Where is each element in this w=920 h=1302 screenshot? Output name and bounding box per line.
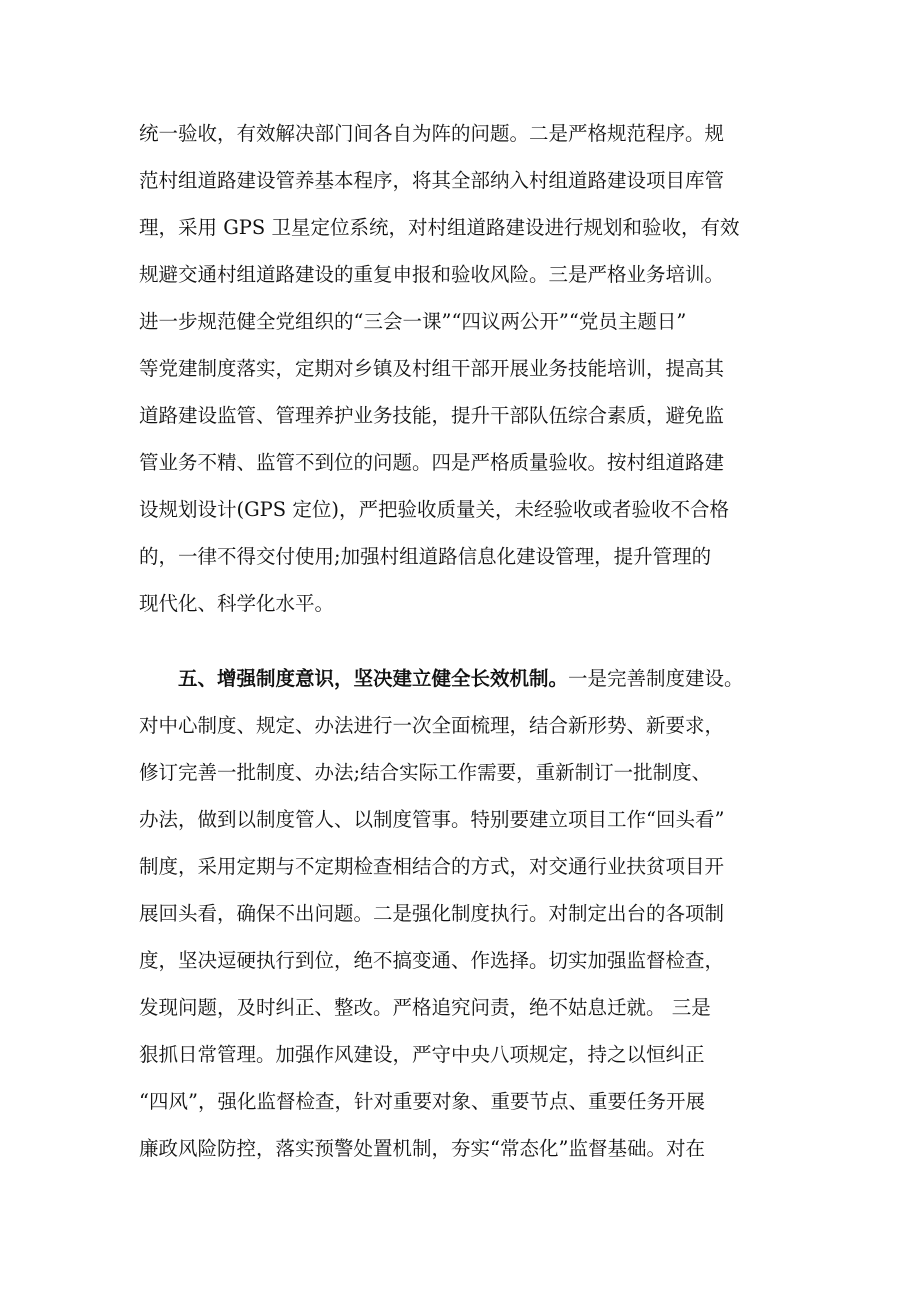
paragraph-line: 制度，采用定期与不定期检查相结合的方式，对交通行业扶贫项目开 bbox=[139, 855, 725, 878]
paragraph-line: 等党建制度落实，定期对乡镇及村组干部开展业务技能培训，提高其 bbox=[139, 357, 725, 380]
paragraph-line: 范村组道路建设管养基本程序，将其全部纳入村组道路建设项目库管 bbox=[139, 169, 725, 192]
paragraph-line: 统一验收，有效解决部门间各自为阵的问题。二是严格规范程序。规 bbox=[139, 122, 725, 145]
paragraph-line: 修订完善一批制度、办法;结合实际工作需要，重新制订一批制度、 bbox=[139, 761, 712, 784]
paragraph-first-line bbox=[139, 655, 785, 702]
first-line-text: 一是完善制度建设。 bbox=[568, 667, 744, 690]
paragraph-line: 对中心制度、规定、办法进行一次全面梳理，结合新形势、新要求， bbox=[139, 714, 725, 737]
paragraph-line: 设规划设计(GPS 定位)，严把验收质量关，未经验收或者验收不合格 bbox=[139, 498, 729, 521]
paragraph-line: 现代化、科学化水平。 bbox=[139, 592, 335, 615]
paragraph-line: 发现问题，及时纠正、整改。严格追究问责，绝不姑息迁就。 三是 bbox=[139, 996, 711, 1019]
paragraph-line: “四风”，强化监督检查，针对重要对象、重要节点、重要任务开展 bbox=[139, 1090, 705, 1113]
paragraph-line: 规避交通村组道路建设的重复申报和验收风险。三是严格业务培训。 bbox=[139, 263, 725, 286]
paragraph-line: 办法，做到以制度管人、以制度管事。特别要建立项目工作“回头看” bbox=[139, 808, 725, 831]
paragraph-line: 管业务不精、监管不到位的问题。四是严格质量验收。按村组道路建 bbox=[139, 451, 725, 474]
paragraph-line: 理，采用 GPS 卫星定位系统，对村组道路建设进行规划和验收，有效 bbox=[139, 216, 740, 239]
paragraph-line: 道路建设监管、管理养护业务技能，提升干部队伍综合素质，避免监 bbox=[139, 404, 725, 427]
paragraph-line: 展回头看，确保不出问题。二是强化制度执行。对制定出台的各项制 bbox=[139, 902, 725, 925]
paragraph-line: 进一步规范健全党组织的“三会一课”“四议两公开”“党员主题日” bbox=[139, 310, 687, 333]
paragraph-line: 狠抓日常管理。加强作风建设，严守中央八项规定，持之以恒纠正 bbox=[139, 1043, 705, 1066]
paragraph-2 bbox=[139, 655, 785, 1172]
paragraph-line: 廉政风险防控，落实预警处置机制，夯实“常态化”监督基础。对在 bbox=[139, 1137, 705, 1160]
paragraph-1 bbox=[139, 110, 785, 627]
paragraph-line: 度，坚决逗硬执行到位，绝不搞变通、作选择。切实加强监督检查， bbox=[139, 949, 725, 972]
paragraph-line: 的，一律不得交付使用;加强村组道路信息化建设管理，提升管理的 bbox=[139, 545, 712, 568]
section-heading: 五、增强制度意识，坚决建立健全长效机制。 bbox=[178, 667, 569, 690]
